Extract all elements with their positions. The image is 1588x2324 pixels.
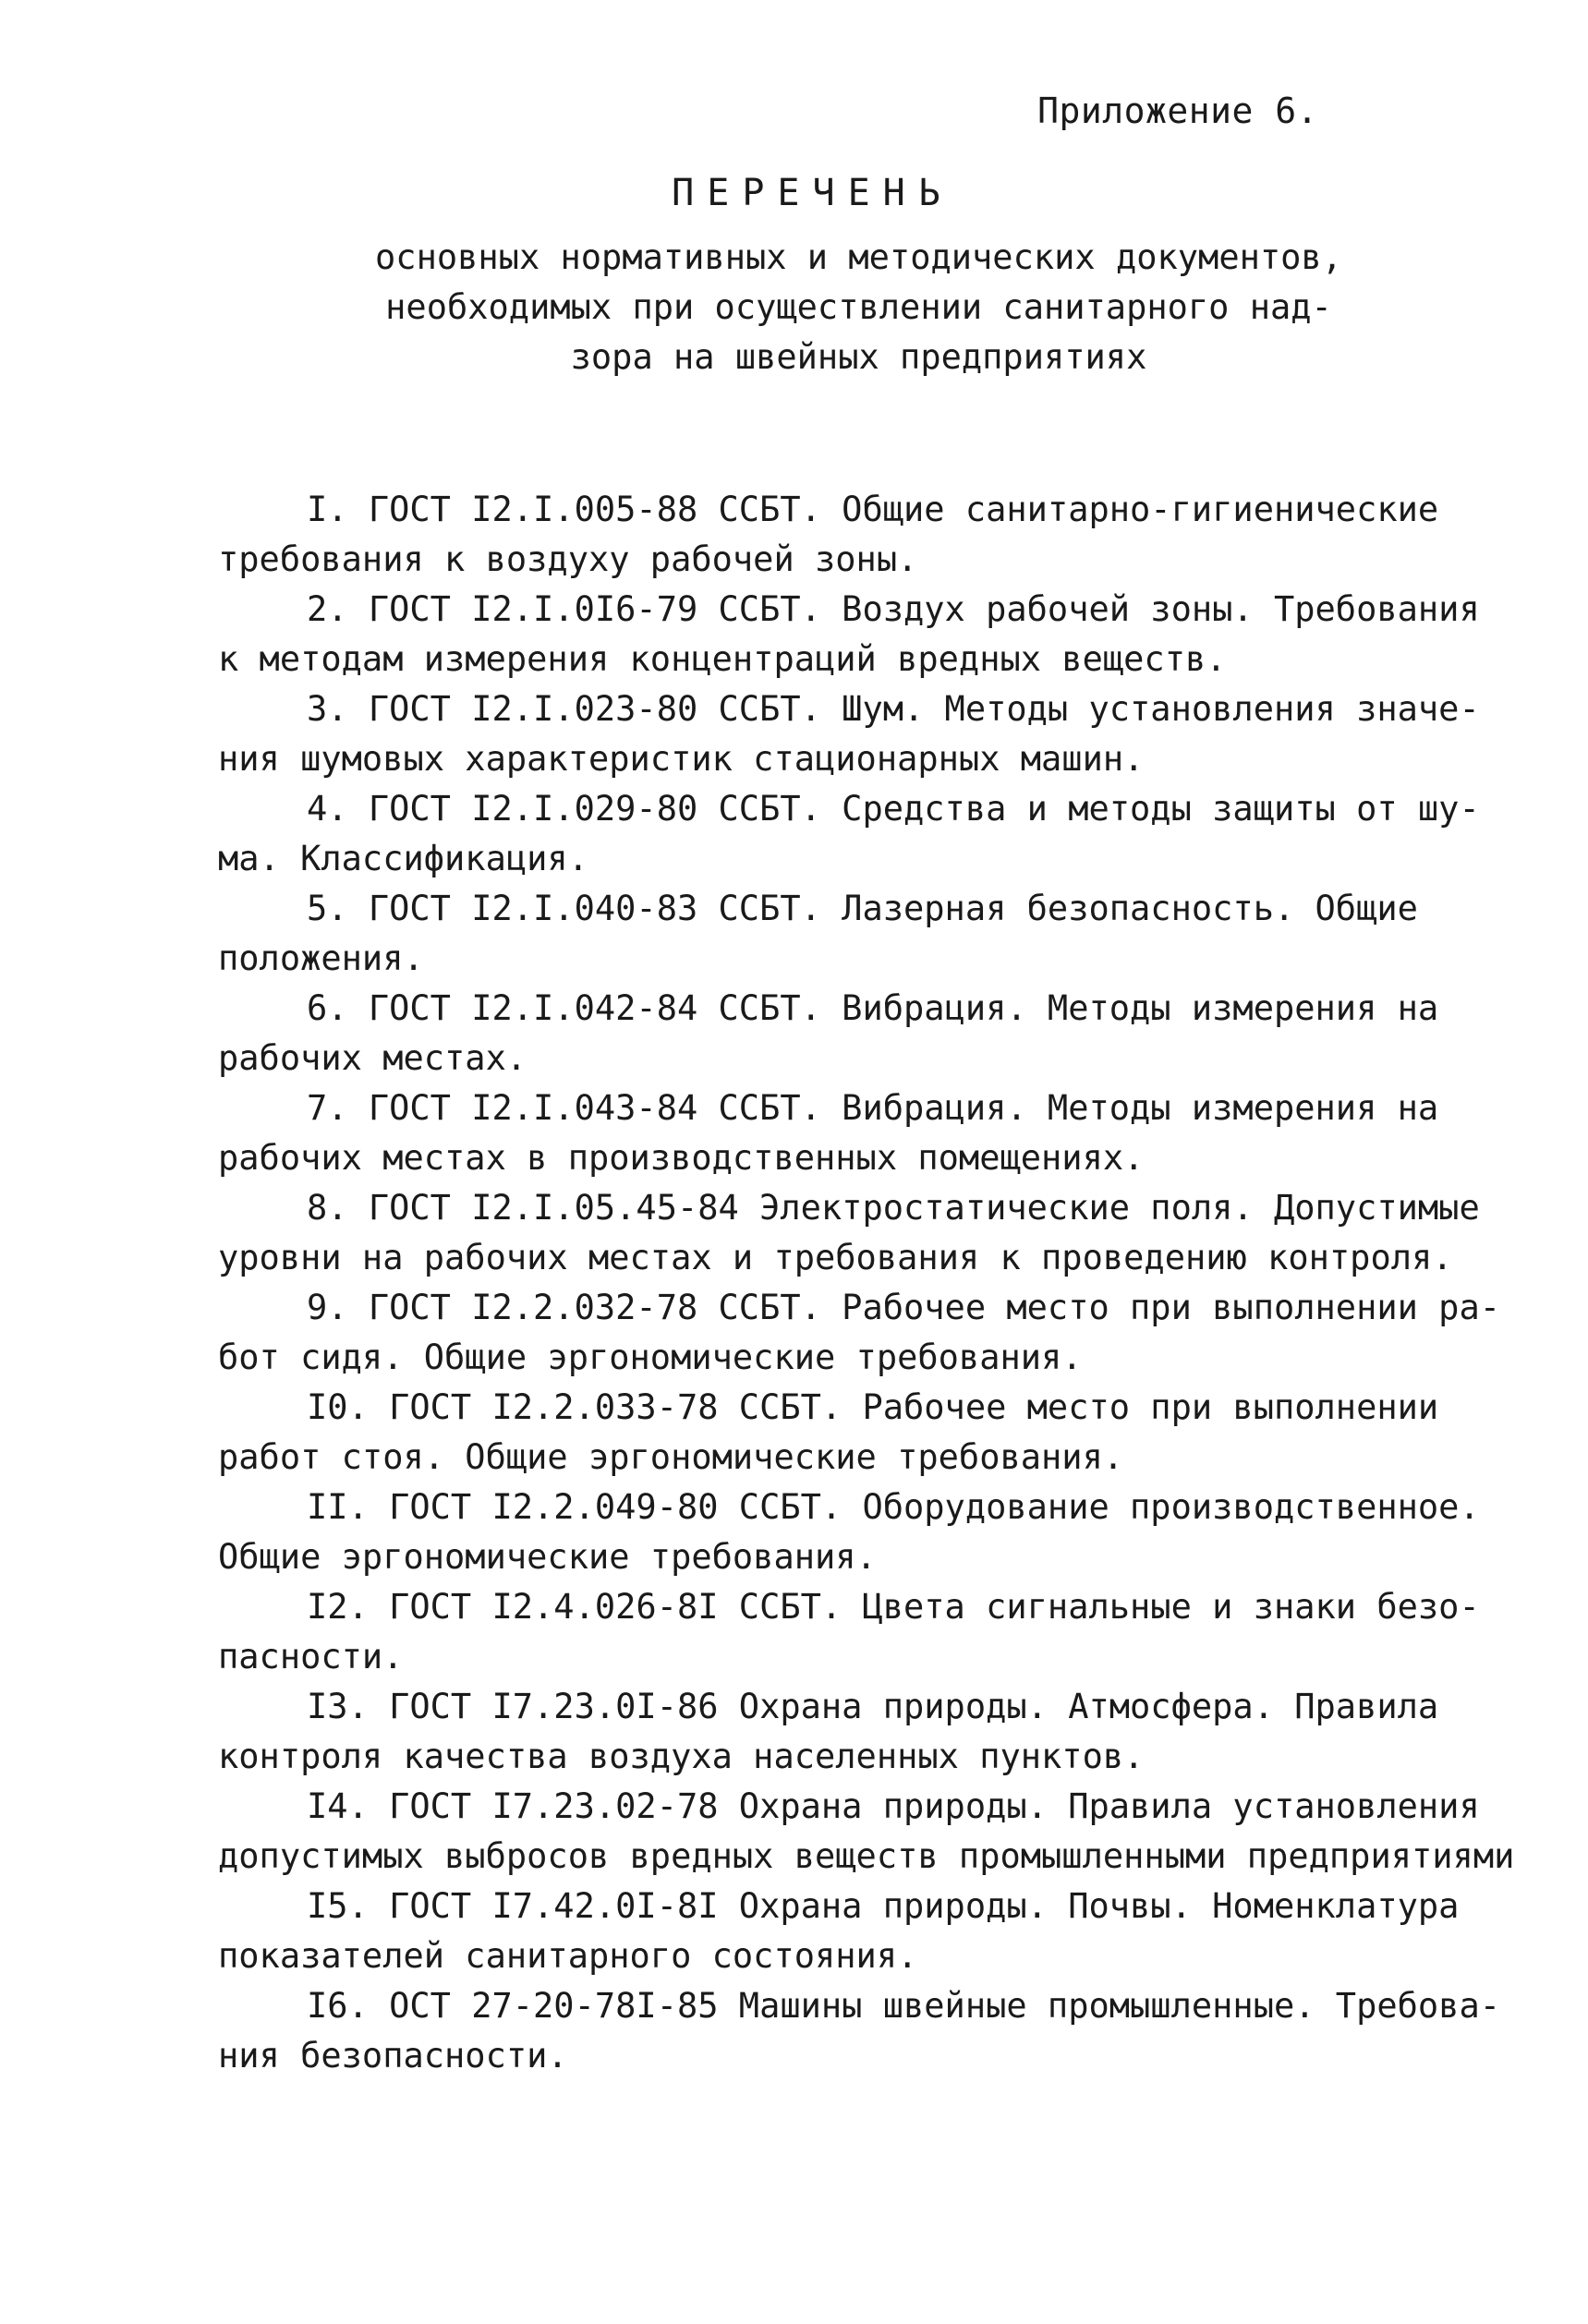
subtitle-line: зора на швейных предприятиях: [570, 337, 1147, 377]
list-item-line: II. ГОСТ I2.2.049-80 ССБТ. Оборудование производственное.: [307, 1487, 1480, 1527]
list-item: [218, 585, 1511, 684]
list-item-line: 6. ГОСТ I2.I.042-84 ССБТ. Вибрация. Методы измерения на: [307, 988, 1439, 1028]
appendix-label: Приложение 6.: [1037, 91, 1318, 131]
list-item: [218, 1682, 1511, 1782]
list-item: [218, 1582, 1511, 1682]
list-item-line: I2. ГОСТ I2.4.026-8I ССБТ. Цвета сигнальные и знаки безо-: [307, 1587, 1480, 1627]
list-item-line: 2. ГОСТ I2.I.0I6-79 ССБТ. Воздух рабочей зоны. Требования: [307, 589, 1480, 629]
list-item-line: требования к воздуху рабочей зоны.: [218, 539, 918, 579]
list-item-line: 7. ГОСТ I2.I.043-84 ССБТ. Вибрация. Методы измерения на: [307, 1088, 1439, 1128]
list-item-line: I. ГОСТ I2.I.005-88 ССБТ. Общие санитарно-гигиенические: [307, 490, 1439, 529]
list-item-line: 9. ГОСТ I2.2.032-78 ССБТ. Рабочее место при выполнении ра-: [307, 1288, 1501, 1327]
list-item: [218, 1782, 1515, 1882]
list-item: [218, 684, 1511, 784]
subtitle-line: основных нормативных и методических документов,: [375, 237, 1342, 277]
list-item-line: рабочих местах в производственных помещениях.: [218, 1138, 1145, 1178]
list-item: [218, 1383, 1511, 1483]
list-item-line: I5. ГОСТ I7.42.0I-8I Охрана природы. Почвы. Номенклатура: [307, 1886, 1460, 1926]
list-item-line: Общие эргономические требования.: [218, 1537, 877, 1577]
list-item-line: 8. ГОСТ I2.I.05.45-84 Электростатические поля. Допустимые: [307, 1188, 1480, 1228]
list-item-line: I3. ГОСТ I7.23.0I-86 Охрана природы. Атмосфера. Правила: [307, 1687, 1439, 1726]
list-item-line: I4. ГОСТ I7.23.02-78 Охрана природы. Правила установления: [307, 1786, 1480, 1826]
list-item-line: показателей санитарного состояния.: [218, 1936, 918, 1976]
list-item: [218, 884, 1511, 984]
list-item-line: ния безопасности.: [218, 2036, 568, 2076]
list-item: [218, 784, 1511, 884]
list-item-line: I0. ГОСТ I2.2.033-78 ССБТ. Рабочее место при выполнении: [307, 1387, 1439, 1427]
list-item-line: положения.: [218, 938, 424, 978]
list-item-line: 3. ГОСТ I2.I.023-80 ССБТ. Шум. Методы установления значе-: [307, 689, 1480, 729]
subtitle-line: необходимых при осуществлении санитарного над-: [385, 287, 1332, 327]
list-item-line: контроля качества воздуха населенных пунктов.: [218, 1737, 1145, 1776]
list-item: [218, 1882, 1511, 1981]
list-item-line: допустимых выбросов вредных веществ промышленными предприятиями: [218, 1836, 1515, 1876]
list-item: [218, 485, 1511, 585]
list-item: [218, 1981, 1511, 2081]
list-item-line: к методам измерения концентраций вредных веществ.: [218, 639, 1227, 679]
list-item-line: 4. ГОСТ I2.I.029-80 ССБТ. Средства и методы защиты от шу-: [307, 789, 1480, 829]
list-item-line: работ стоя. Общие эргономические требования.: [218, 1437, 1124, 1477]
list-item: [218, 1283, 1511, 1383]
document-heading: ПЕРЕЧЕНЬ: [672, 172, 953, 214]
list-item: [218, 1083, 1511, 1183]
list-item-line: пасности.: [218, 1637, 404, 1676]
list-item: [218, 1183, 1511, 1283]
list-item-line: уровни на рабочих местах и требования к проведению контроля.: [218, 1238, 1453, 1277]
list-item-line: бот сидя. Общие эргономические требования.: [218, 1338, 1083, 1377]
document-subtitle: [0, 233, 1588, 382]
list-item-line: 5. ГОСТ I2.I.040-83 ССБТ. Лазерная безопасность. Общие: [307, 889, 1418, 928]
list-item-line: ма. Классификация.: [218, 839, 588, 878]
list-item: [218, 1483, 1511, 1582]
list-item-line: I6. ОСТ 27-20-78I-85 Машины швейные промышленные. Требова-: [307, 1986, 1501, 2026]
list-item-line: ния шумовых характеристик стационарных машин.: [218, 739, 1145, 779]
list-item: [218, 984, 1511, 1083]
list-item-line: рабочих местах.: [218, 1038, 527, 1078]
document-list: [218, 485, 1515, 2081]
